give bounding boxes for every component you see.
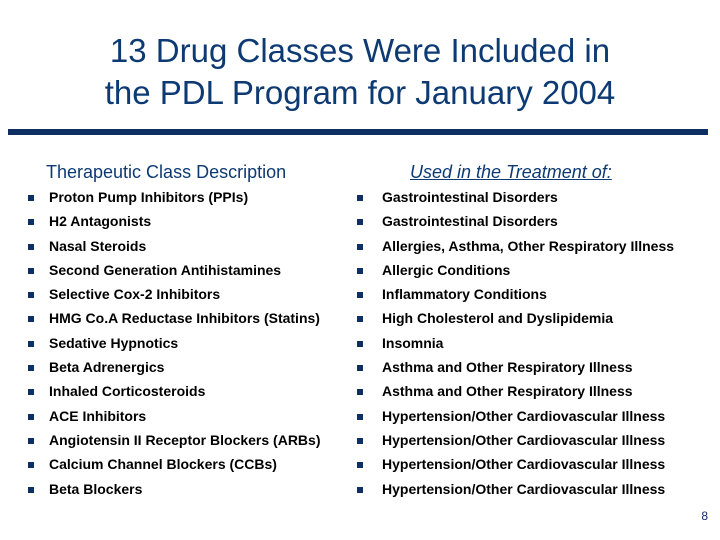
list-row xyxy=(0,356,720,380)
treatment-use: Asthma and Other Respiratory Illness xyxy=(382,383,633,400)
square-bullet-icon xyxy=(357,268,363,274)
treatment-use: Insomnia xyxy=(382,334,444,351)
treatment-use: Allergic Conditions xyxy=(382,261,511,278)
treatment-use: High Cholesterol and Dyslipidemia xyxy=(382,310,614,327)
therapeutic-class: Beta Blockers xyxy=(49,480,143,497)
slide-title-line-2: the PDL Program for January 2004 xyxy=(104,74,616,111)
treatment-use: Hypertension/Other Cardiovascular Illness xyxy=(382,431,666,448)
list-row xyxy=(0,235,720,259)
square-bullet-icon xyxy=(357,341,363,347)
treatment-use: Gastrointestinal Disorders xyxy=(382,189,558,205)
square-bullet-icon xyxy=(357,365,363,371)
list-row xyxy=(0,380,720,404)
therapeutic-class: ACE Inhibitors xyxy=(49,407,147,424)
square-bullet-icon xyxy=(357,487,363,493)
square-bullet-icon xyxy=(357,195,363,201)
treatment-use: Inflammatory Conditions xyxy=(382,286,547,303)
square-bullet-icon xyxy=(357,414,363,420)
treatment-use: Hypertension/Other Cardiovascular Illness xyxy=(382,407,666,424)
list-row xyxy=(0,283,720,307)
square-bullet-icon xyxy=(28,341,34,347)
treatment-use: Allergies, Asthma, Other Respiratory Illness xyxy=(382,237,675,254)
square-bullet-icon xyxy=(28,268,34,274)
list-row xyxy=(0,332,720,356)
square-bullet-icon xyxy=(357,292,363,298)
list-row xyxy=(0,307,720,331)
square-bullet-icon xyxy=(28,438,34,444)
treatment-use: Hypertension/Other Cardiovascular Illness xyxy=(382,456,666,473)
square-bullet-icon xyxy=(28,414,34,420)
column-header-class: Therapeutic Class Description xyxy=(46,162,287,182)
square-bullet-icon xyxy=(28,389,34,395)
list-row xyxy=(0,453,720,477)
list-row xyxy=(0,429,720,453)
title-divider xyxy=(8,129,708,135)
drug-class-list xyxy=(0,186,720,502)
square-bullet-icon xyxy=(28,219,34,225)
list-row xyxy=(0,259,720,283)
slide-title xyxy=(0,30,720,114)
therapeutic-class: Calcium Channel Blockers (CCBs) xyxy=(49,456,277,473)
therapeutic-class: Beta Adrenergics xyxy=(49,359,165,376)
square-bullet-icon xyxy=(357,462,363,468)
square-bullet-icon xyxy=(28,195,34,201)
therapeutic-class: Nasal Steroids xyxy=(49,237,147,254)
therapeutic-class: Inhaled Corticosteroids xyxy=(49,383,206,400)
square-bullet-icon xyxy=(28,244,34,250)
square-bullet-icon xyxy=(357,389,363,395)
square-bullet-icon xyxy=(28,462,34,468)
square-bullet-icon xyxy=(28,316,34,322)
slide-title-line-1: 13 Drug Classes Were Included in xyxy=(109,32,611,69)
therapeutic-class: Proton Pump Inhibitors (PPIs) xyxy=(49,189,249,205)
treatment-use: Hypertension/Other Cardiovascular Illness xyxy=(382,480,666,497)
therapeutic-class: Second Generation Antihistamines xyxy=(49,261,282,278)
list-row xyxy=(0,478,720,502)
square-bullet-icon xyxy=(28,365,34,371)
list-row xyxy=(0,186,720,210)
square-bullet-icon xyxy=(357,244,363,250)
square-bullet-icon xyxy=(28,292,34,298)
treatment-use: Gastrointestinal Disorders xyxy=(382,213,558,230)
therapeutic-class: H2 Antagonists xyxy=(49,213,152,230)
treatment-use: Asthma and Other Respiratory Illness xyxy=(382,359,633,376)
square-bullet-icon xyxy=(357,316,363,322)
column-header-treatment: Used in the Treatment of: xyxy=(410,162,612,182)
square-bullet-icon xyxy=(357,438,363,444)
list-row xyxy=(0,210,720,234)
square-bullet-icon xyxy=(357,219,363,225)
therapeutic-class: Sedative Hypnotics xyxy=(49,334,179,351)
therapeutic-class: Selective Cox-2 Inhibitors xyxy=(49,286,221,303)
therapeutic-class: HMG Co.A Reductase Inhibitors (Statins) xyxy=(49,310,320,327)
therapeutic-class: Angiotensin II Receptor Blockers (ARBs) xyxy=(49,431,321,448)
list-row xyxy=(0,405,720,429)
page-number: 8 xyxy=(701,509,708,523)
square-bullet-icon xyxy=(28,487,34,493)
